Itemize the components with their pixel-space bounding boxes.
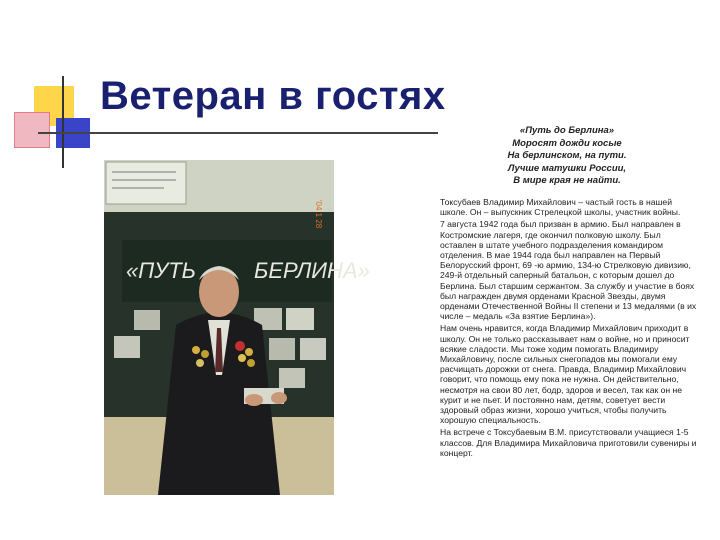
paragraph-meeting: На встрече с Токсубаевым В.М. присутствовали учащиеся 1-5 классов. Для Владимира Михайловича приготовили сувениры и концерт. [440, 427, 697, 458]
banner-left-text: «ПУТЬ [126, 258, 196, 283]
decor-pink-square [14, 112, 50, 148]
poem-line: В мире края не найти. [513, 175, 621, 186]
paragraph-visits: Нам очень нравится, когда Владимир Михайлович приходит в школу. Он не только рассказывает нам о войне, но и приносит всякие сладости. Мы тоже ходим помогать Владимиру Михайловичу, после сильных снегопадов мы помогали ему расчищать дорожки от снега. Правда, Владимир Михайлович говорит, что помощь ему пока не нужна. Он действительно, несмотря на свои 80 лет, бодр, здоров и весел, так как он не курит и не пьет. И постоянно нам, детям, советует вести здоровый образ жизни, хорошо учиться, чтобы получить хорошую специальность. [440, 323, 690, 426]
paragraph-intro: Токсубаев Владимир Михайлович – частый гость в нашей школе. Он – выпускник Стрелецкой школы, участник войны. [440, 197, 681, 218]
poem-line: Моросят дожди косые [512, 137, 622, 149]
decor-vertical-line [62, 76, 64, 168]
poem [442, 125, 692, 188]
decor-horizontal-line [38, 132, 438, 134]
date-stamp: '04 1 28 [314, 200, 323, 229]
paragraph-service: 7 августа 1942 года был призван в армию. Был направлен в Костромские лагеря, где окончил полковую школу. Был оставлен в штате учебного подразделения командиром отделения. В мае 1944 года был направлен на Первый Белорусский фронт, 69 -ю армию, 134-ю Стрелковую дивизию, 249-й отдельный саперный батальон, с которым дошел до Берлина. Был старшим сержантом. За службу и участие в боях был награжден двумя орденами Красной Звезды, двумя орденами Отечественной Войны II степени и 13 медалями (в их числе – медаль «За взятие Берлина»). [440, 219, 697, 322]
poem-line: На берлинском, на пути. [507, 150, 627, 161]
banner-right-text: БЕРЛИНА» [254, 258, 370, 283]
veteran-photo-illustration [104, 160, 370, 495]
veteran-photo [104, 160, 370, 495]
poem-line: Лучше матушки России, [507, 162, 627, 174]
slide-title: Ветеран в гостях [100, 74, 446, 118]
poem-title: «Путь до Берлина» [519, 125, 615, 136]
article-text [440, 197, 698, 460]
